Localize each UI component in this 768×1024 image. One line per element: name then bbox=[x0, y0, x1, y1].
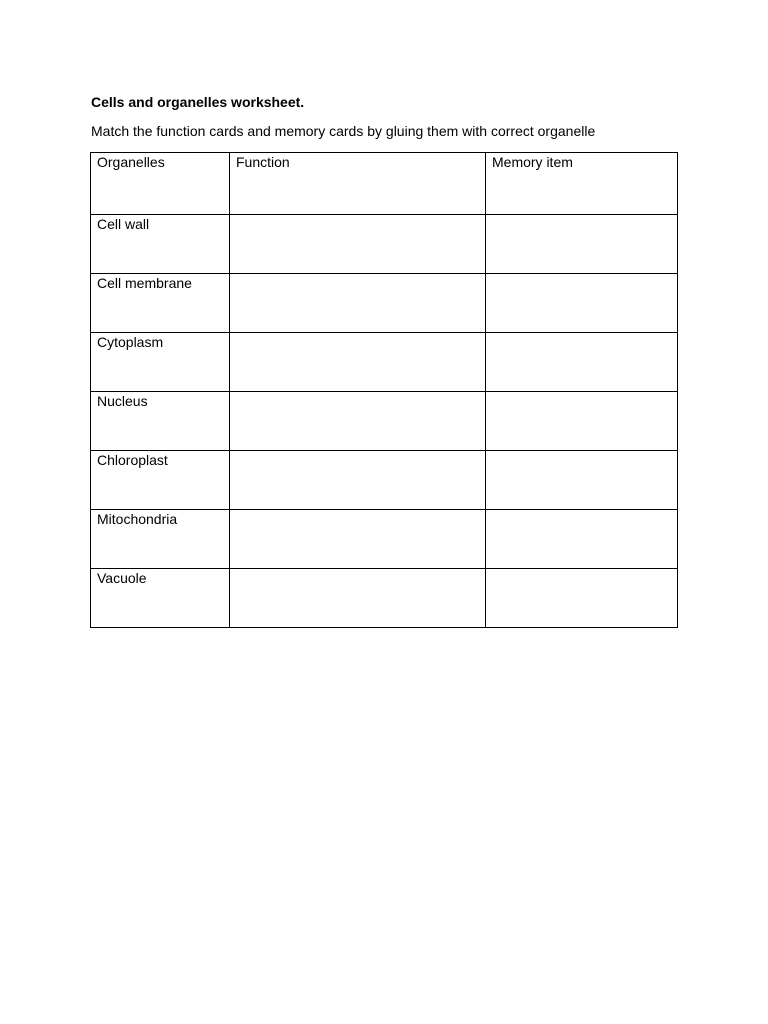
function-cell[interactable] bbox=[230, 215, 486, 274]
memory-cell[interactable] bbox=[486, 274, 678, 333]
organelle-cell bbox=[91, 215, 230, 274]
function-cell[interactable] bbox=[230, 510, 486, 569]
function-cell[interactable] bbox=[230, 333, 486, 392]
organelle-label: Cytoplasm bbox=[97, 334, 164, 350]
memory-cell[interactable] bbox=[486, 510, 678, 569]
function-cell[interactable] bbox=[230, 392, 486, 451]
header-label: Organelles bbox=[97, 154, 165, 170]
header-cell-organelles bbox=[91, 153, 230, 215]
function-cell[interactable] bbox=[230, 274, 486, 333]
table-row bbox=[91, 274, 678, 333]
table-header-row bbox=[91, 153, 678, 215]
memory-value bbox=[492, 392, 671, 393]
table-row bbox=[91, 569, 678, 628]
table-row bbox=[91, 333, 678, 392]
header-cell-memory-item bbox=[486, 153, 678, 215]
memory-cell[interactable] bbox=[486, 569, 678, 628]
function-value bbox=[236, 569, 479, 570]
memory-cell[interactable] bbox=[486, 215, 678, 274]
function-value bbox=[236, 215, 479, 216]
organelle-label: Cell membrane bbox=[97, 275, 192, 291]
worksheet-title: Cells and organelles worksheet. bbox=[91, 94, 305, 110]
function-cell[interactable] bbox=[230, 569, 486, 628]
organelle-label: Nucleus bbox=[97, 393, 148, 409]
organelle-label: Mitochondria bbox=[97, 511, 178, 527]
memory-cell[interactable] bbox=[486, 333, 678, 392]
header-cell-function bbox=[230, 153, 486, 215]
memory-cell[interactable] bbox=[486, 451, 678, 510]
table-row bbox=[91, 510, 678, 569]
header-label: Function bbox=[236, 154, 290, 170]
memory-value bbox=[492, 510, 671, 511]
function-cell[interactable] bbox=[230, 451, 486, 510]
memory-value bbox=[492, 569, 671, 570]
table-row bbox=[91, 392, 678, 451]
organelle-label: Vacuole bbox=[97, 570, 147, 586]
memory-value bbox=[492, 215, 671, 216]
memory-value bbox=[492, 451, 671, 452]
function-value bbox=[236, 274, 479, 275]
worksheet-instructions: Match the function cards and memory cards by gluing them with correct organelle bbox=[91, 123, 596, 139]
organelle-label: Cell wall bbox=[97, 216, 150, 232]
table-row bbox=[91, 215, 678, 274]
organelle-label: Chloroplast bbox=[97, 452, 168, 468]
function-value bbox=[236, 333, 479, 334]
organelle-cell bbox=[91, 333, 230, 392]
memory-cell[interactable] bbox=[486, 392, 678, 451]
organelle-table bbox=[90, 152, 678, 628]
organelle-cell bbox=[91, 274, 230, 333]
memory-value bbox=[492, 274, 671, 275]
header-label: Memory item bbox=[492, 154, 573, 170]
function-value bbox=[236, 510, 479, 511]
memory-value bbox=[492, 333, 671, 334]
table-row bbox=[91, 451, 678, 510]
organelle-cell bbox=[91, 569, 230, 628]
organelle-cell bbox=[91, 392, 230, 451]
organelle-cell bbox=[91, 510, 230, 569]
organelle-cell bbox=[91, 451, 230, 510]
function-value bbox=[236, 392, 479, 393]
function-value bbox=[236, 451, 479, 452]
